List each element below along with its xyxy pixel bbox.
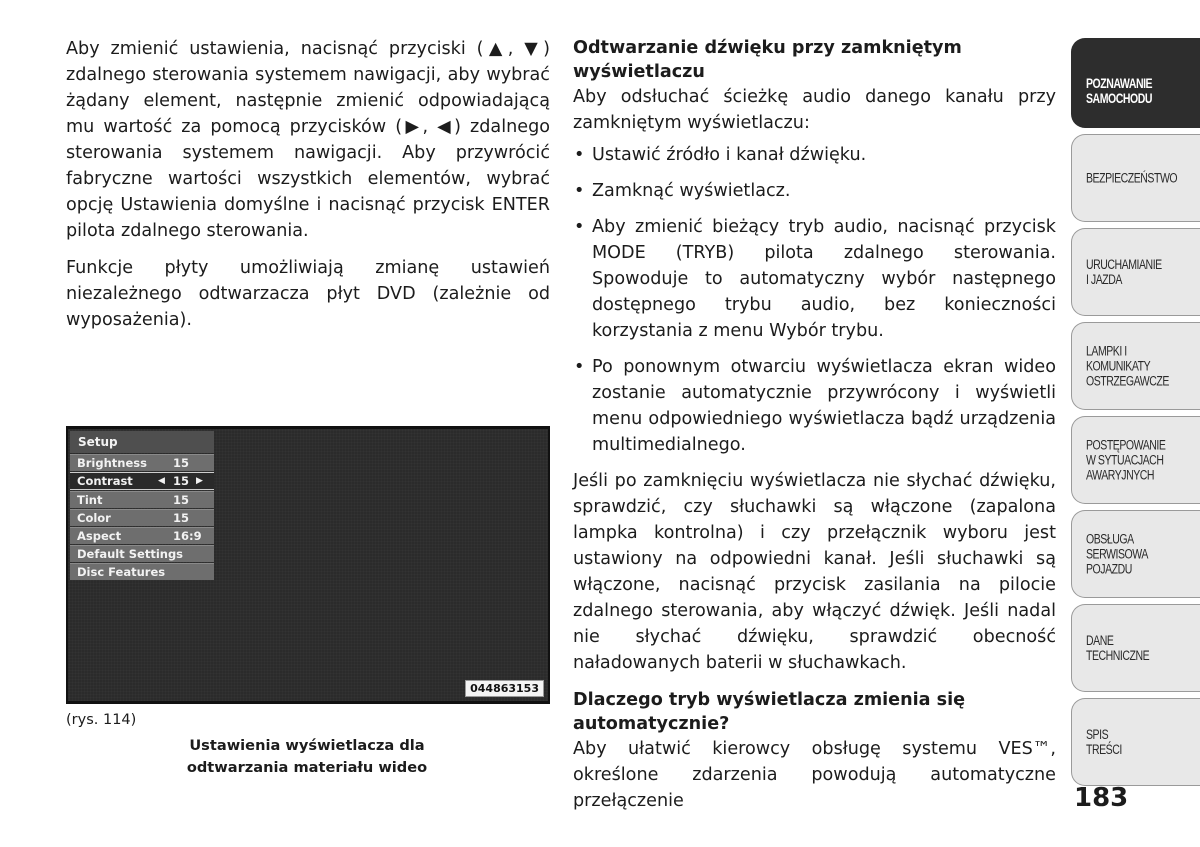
tab-label: POSTĘPOWANIE W SYTUACJACH AWARYJNYCH bbox=[1086, 437, 1166, 483]
list-item: • Po ponownym otwarciu wyświetlacza ekran wideo zostanie automatycznie przywrócony i wyświetli menu odpowiedniego wyświetlacza bądź urządzenia multimedialnego. bbox=[573, 354, 1056, 458]
image-code: 044863153 bbox=[465, 680, 544, 697]
tab-spis-tresci[interactable] bbox=[1071, 698, 1200, 786]
menu-row-contrast bbox=[70, 472, 214, 490]
menu-row-value: 16:9 bbox=[173, 529, 202, 543]
tab-postepowanie-awaryjne[interactable] bbox=[1071, 416, 1200, 504]
menu-row-label: Aspect bbox=[77, 529, 122, 543]
tab-label: URUCHAMIANIE I JAZDA bbox=[1086, 257, 1162, 287]
setup-menu-figure bbox=[66, 426, 550, 704]
menu-row-label: Tint bbox=[77, 493, 103, 507]
settings-instructions-paragraph: Aby zmienić ustawienia, nacisnąć przyciski (▲, ▼) zdalnego sterowania systemem nawigacji, aby wybrać żądany element, następnie zmienić odpowiadającą mu wartość za pomocą przycisków (▶, ◀) zdalnego sterowania systemem nawigacji. Aby przywrócić fabryczne wartości wszystkich elementów, wybrać opcję Ustawienia domyślne i nacisnąć przycisk ENTER pilota zdalnego sterowania. bbox=[66, 39, 550, 241]
section-heading-auto-mode: Dlaczego tryb wyświetlacza zmienia się automatycznie? bbox=[573, 690, 966, 734]
menu-row-value: 15 bbox=[173, 474, 190, 488]
setup-menu-title: Setup bbox=[70, 431, 214, 453]
menu-row-color bbox=[70, 509, 214, 526]
menu-row-brightness bbox=[70, 454, 214, 471]
menu-row-label: Color bbox=[77, 511, 111, 525]
tab-label: POZNAWANIE SAMOCHODU bbox=[1086, 76, 1153, 106]
menu-row-label: Contrast bbox=[77, 474, 133, 488]
list-item: • Zamknąć wyświetlacz. bbox=[573, 178, 1056, 204]
steps-list bbox=[573, 142, 1056, 458]
section-heading-closed-display: Odtwarzanie dźwięku przy zamkniętym wyświetlaczu bbox=[573, 38, 962, 82]
menu-row-value: 15 bbox=[173, 511, 190, 525]
menu-row-value: 15 bbox=[173, 456, 190, 470]
video-screen bbox=[68, 429, 548, 701]
menu-row-tint bbox=[70, 491, 214, 508]
menu-row-label: Default Settings bbox=[77, 547, 184, 561]
menu-row-value: 15 bbox=[173, 493, 190, 507]
list-item: • Aby zmienić bieżący tryb audio, nacisnąć przycisk MODE (TRYB) pilota zdalnego sterowania. Spowoduje to automatyczny wybór następnego dostępnego trybu audio, bez konieczności korzystania z menu Wybór trybu. bbox=[573, 214, 1056, 344]
page-number: 183 bbox=[1074, 783, 1129, 813]
left-arrow-icon: ◀ bbox=[158, 476, 165, 486]
tab-poznawanie-samochodu[interactable] bbox=[1071, 38, 1200, 128]
tab-bezpieczenstwo[interactable] bbox=[1071, 134, 1200, 222]
menu-row-label: Disc Features bbox=[77, 565, 166, 579]
tab-label: BEZPIECZEŃSTWO bbox=[1086, 170, 1178, 186]
left-column bbox=[66, 36, 550, 344]
figure-label: (rys. 114) bbox=[66, 712, 137, 728]
disc-features-paragraph: Funkcje płyty umożliwiają zmianę ustawień niezależnego odtwarzacza płyt DVD (zależnie od wyposażenia). bbox=[66, 258, 550, 330]
ves-paragraph: Aby ułatwić kierowcy obsługę systemu VES™, określone zdarzenia powodują automatyczne przełączenie bbox=[573, 739, 1056, 811]
tab-obsluga-serwisowa[interactable] bbox=[1071, 510, 1200, 598]
list-item: • Ustawić źródło i kanał dźwięku. bbox=[573, 142, 1056, 168]
tab-uruchamianie-i-jazda[interactable] bbox=[1071, 228, 1200, 316]
right-arrow-icon: ▶ bbox=[196, 476, 203, 486]
menu-row-label: Brightness bbox=[77, 456, 147, 470]
tab-label: OBSŁUGA SERWISOWA POJAZDU bbox=[1086, 531, 1148, 577]
menu-row-aspect bbox=[70, 527, 214, 544]
menu-row-default-settings bbox=[70, 545, 214, 562]
tab-label: DANE TECHNICZNE bbox=[1086, 633, 1150, 663]
headphones-paragraph: Jeśli po zamknięciu wyświetlacza nie słychać dźwięku, sprawdzić, czy słuchawki są włączone (zapalona lampka kontrolna) i czy przełącznik wyboru jest ustawiony na odpowiedni kanał. Jeśli słuchawki są włączone, nacisnąć przycisk zasilania na pilocie zdalnego sterowania, aby włączyć dźwięk. Jeśli nadal nie słychać dźwięku, sprawdzić obecność naładowanych baterii w słuchawkach. bbox=[573, 471, 1056, 673]
tab-label: SPIS TREŚCI bbox=[1086, 727, 1122, 757]
tab-lampki-i-komunikaty[interactable] bbox=[1071, 322, 1200, 410]
setup-menu bbox=[70, 431, 214, 580]
figure-caption: Ustawienia wyświetlacza dla odtwarzania materiału wideo bbox=[186, 737, 428, 776]
tab-label: LAMPKI I KOMUNIKATY OSTRZEGAWCZE bbox=[1086, 343, 1169, 389]
menu-row-disc-features bbox=[70, 563, 214, 580]
right-column bbox=[573, 36, 1056, 825]
tab-dane-techniczne[interactable] bbox=[1071, 604, 1200, 692]
chapter-tabs bbox=[1071, 38, 1200, 792]
intro-paragraph: Aby odsłuchać ścieżkę audio danego kanału przy zamkniętym wyświetlaczu: bbox=[573, 87, 1056, 133]
